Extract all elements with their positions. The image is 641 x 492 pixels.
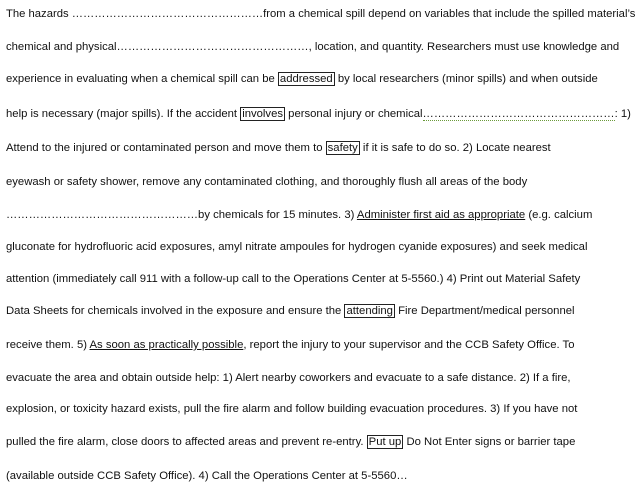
boxed-word: safety bbox=[327, 142, 358, 154]
text-line-6 bbox=[6, 175, 527, 191]
text-line-12 bbox=[6, 371, 571, 387]
text-line-11 bbox=[6, 338, 574, 354]
text-span: The hazards bbox=[6, 8, 72, 20]
text-span: from a chemical spill depend on variables that include the spilled material’s bbox=[263, 8, 636, 20]
text-span: attention (immediately call 911 with a follow-up call to the Operations Center at 5-5560.) 4) Print out Material Safety bbox=[6, 273, 581, 285]
text-span: experience in evaluating when a chemical spill can be bbox=[6, 73, 278, 85]
text-line-1 bbox=[6, 7, 635, 23]
blank-dots: …………………………………………… bbox=[116, 41, 309, 53]
text-line-13 bbox=[6, 402, 577, 418]
text-line-10 bbox=[6, 304, 575, 320]
text-span: (available outside CCB Safety Office). 4) Call the Operations Center at 5-5560… bbox=[6, 470, 408, 482]
text-span: chemical and physical bbox=[6, 41, 117, 53]
text-line-7 bbox=[6, 208, 592, 224]
boxed-word: involves bbox=[242, 108, 284, 120]
text-span: : 1) bbox=[614, 108, 631, 120]
boxed-word: addressed bbox=[279, 73, 333, 85]
underlined-phrase: As soon as practically possible bbox=[89, 339, 244, 351]
boxed-word: Put up bbox=[368, 436, 402, 448]
text-line-14 bbox=[6, 435, 575, 451]
underlined-phrase: Administer first aid as appropriate bbox=[356, 209, 526, 221]
blank-dots: …………………………………………… bbox=[6, 209, 199, 221]
text-span: receive them. 5) bbox=[6, 339, 90, 351]
text-span: , report the injury to your supervisor and the CCB Safety Office. To bbox=[243, 339, 575, 351]
text-span: by local researchers (minor spills) and when outside bbox=[334, 73, 598, 85]
text-span: explosion, or toxicity hazard exists, pull the fire alarm and follow building evacuation procedures. 3) If you have not bbox=[6, 403, 578, 415]
text-line-3 bbox=[6, 72, 598, 88]
text-line-5 bbox=[6, 141, 551, 157]
text-line-2 bbox=[6, 40, 619, 56]
text-span: if it is safe to do so. 2) Locate nearest bbox=[359, 142, 551, 154]
text-line-4 bbox=[6, 107, 631, 123]
text-span: Attend to the injured or contaminated person and move them to bbox=[6, 142, 326, 154]
blank-dots: …………………………………………… bbox=[71, 8, 264, 20]
text-span: personal injury or chemical bbox=[285, 108, 423, 120]
text-span: pulled the fire alarm, close doors to affected areas and prevent re-entry. bbox=[6, 436, 367, 448]
boxed-word: attending bbox=[346, 305, 393, 317]
text-span: help is necessary (major spills). If the accident bbox=[6, 108, 241, 120]
text-span: Do Not Enter signs or barrier tape bbox=[403, 436, 576, 448]
text-span: by chemicals for 15 minutes. 3) bbox=[198, 209, 357, 221]
text-span: evacuate the area and obtain outside help: 1) Alert nearby coworkers and evacuate to a safe distance. 2) If a fire, bbox=[6, 372, 571, 384]
text-span: , location, and quantity. Researchers must use knowledge and bbox=[308, 41, 620, 53]
text-line-9 bbox=[6, 272, 580, 288]
blank-dots: …………………………………………… bbox=[422, 108, 615, 120]
text-line-15 bbox=[6, 469, 408, 485]
text-span: Data Sheets for chemicals involved in the exposure and ensure the bbox=[6, 305, 345, 317]
text-span: (e.g. calcium bbox=[525, 209, 593, 221]
text-span: Fire Department/medical personnel bbox=[394, 305, 575, 317]
text-span: gluconate for hydrofluoric acid exposures, amyl nitrate ampoules for hydrogen cyanide exposures) and seek medical bbox=[6, 241, 588, 253]
text-span: eyewash or safety shower, remove any contaminated clothing, and thoroughly flush all areas of the body bbox=[6, 176, 528, 188]
text-line-8 bbox=[6, 240, 587, 256]
